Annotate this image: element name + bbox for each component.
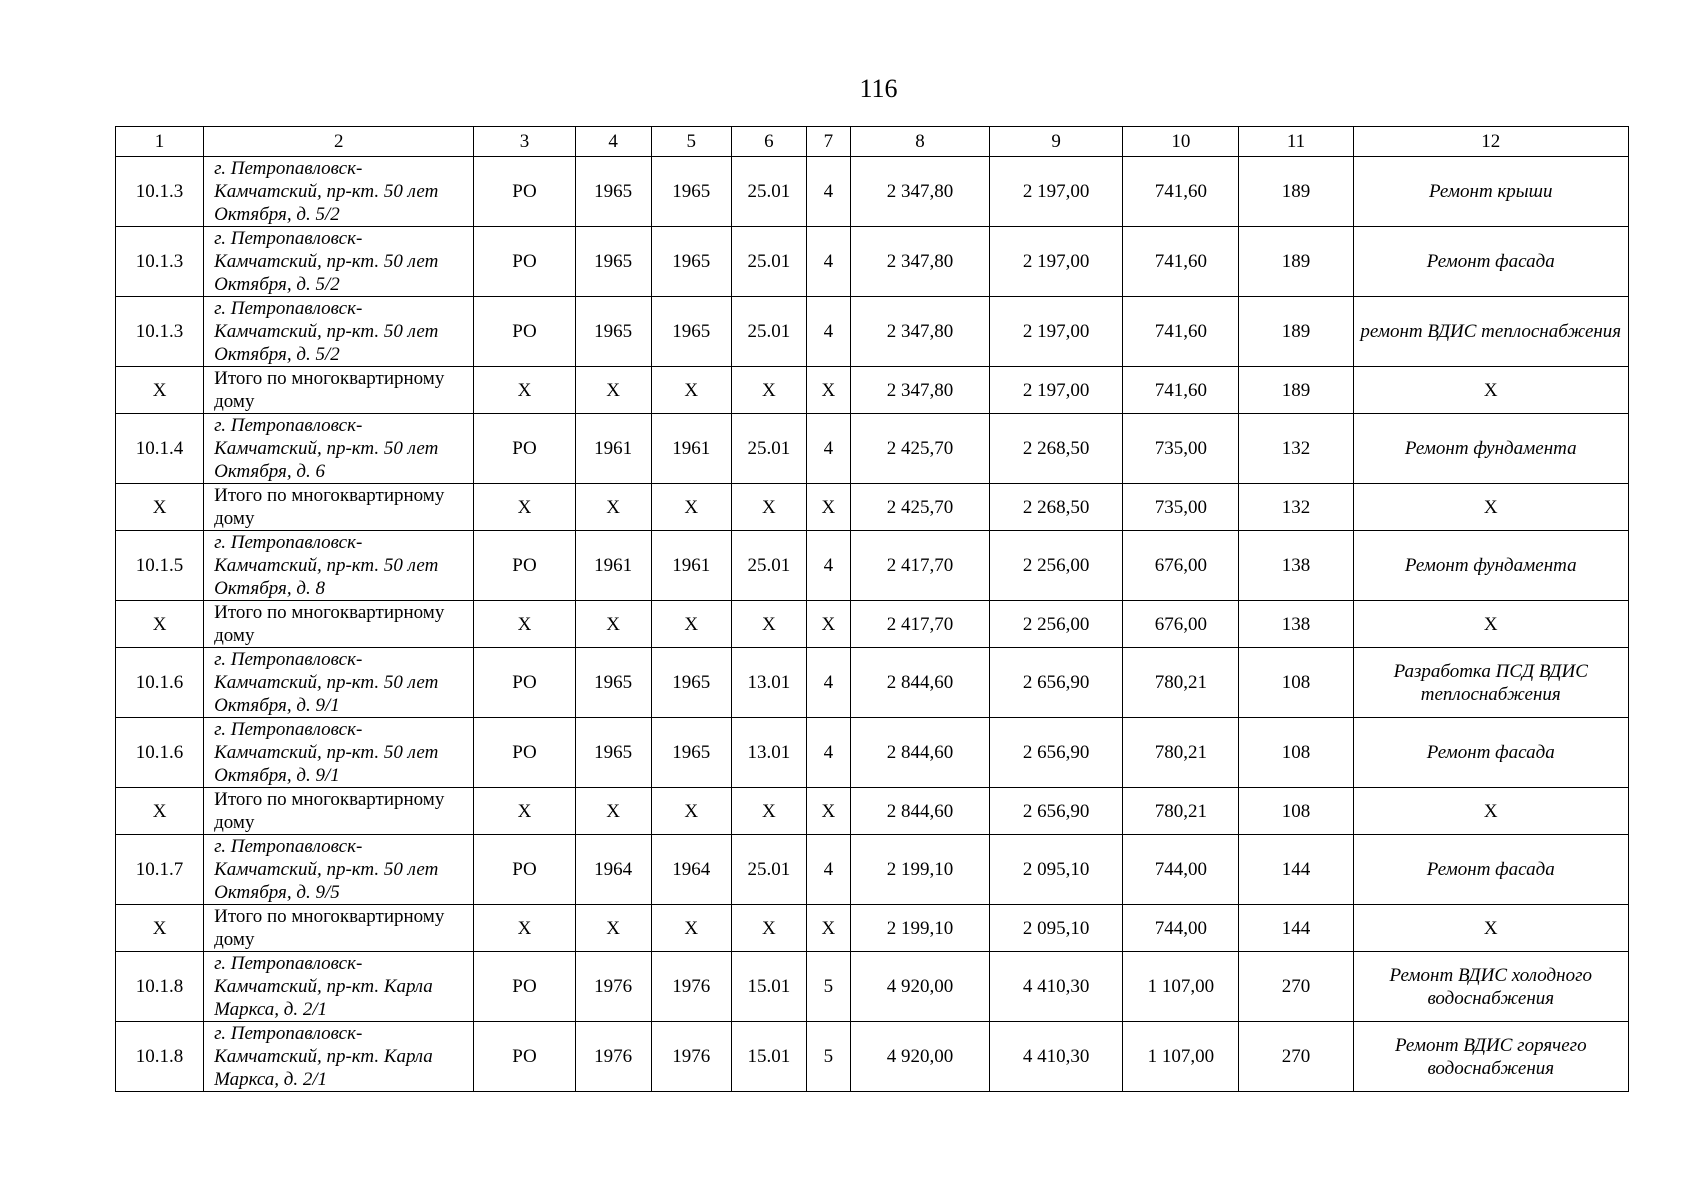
nonliving-area-cell: 1 107,00 [1123,952,1239,1022]
ownership-type-cell: РО [474,1022,575,1092]
year-built-cell: X [575,484,651,531]
nonliving-area-cell: 741,60 [1123,367,1239,414]
nonliving-area-cell: 676,00 [1123,601,1239,648]
floors-cell: 4 [806,835,850,905]
wall-material-code-cell: 13.01 [731,648,806,718]
item-number-cell: 10.1.8 [116,952,204,1022]
table-row [116,227,1629,297]
address-cell: Итого по многоквартирному дому [204,788,474,835]
nonliving-area-cell: 780,21 [1123,788,1239,835]
nonliving-area-cell: 1 107,00 [1123,1022,1239,1092]
total-area-cell: 2 347,80 [850,367,989,414]
address-cell: г. Петропавловск-Камчатский, пр-кт. 50 лет Октября, д. 9/5 [204,835,474,905]
floors-cell: 5 [806,952,850,1022]
total-area-cell: 2 844,60 [850,648,989,718]
floors-cell: 4 [806,531,850,601]
year-commissioned-cell: 1961 [651,414,731,484]
wall-material-code-cell: 25.01 [731,157,806,227]
address-cell: г. Петропавловск-Камчатский, пр-кт. 50 лет Октября, д. 8 [204,531,474,601]
item-number-cell: 10.1.3 [116,227,204,297]
item-number-cell: 10.1.7 [116,835,204,905]
ownership-type-cell: РО [474,157,575,227]
living-area-cell: 2 656,90 [990,648,1123,718]
total-row [116,905,1629,952]
nonliving-area-cell: 741,60 [1123,227,1239,297]
wall-material-code-cell: 15.01 [731,1022,806,1092]
total-area-cell: 2 199,10 [850,835,989,905]
total-row [116,367,1629,414]
total-area-cell: 2 347,80 [850,157,989,227]
ownership-type-cell: РО [474,297,575,367]
floors-cell: X [806,905,850,952]
address-cell: г. Петропавловск-Камчатский, пр-кт. Карла Маркса, д. 2/1 [204,1022,474,1092]
year-commissioned-cell: X [651,367,731,414]
year-built-cell: 1965 [575,157,651,227]
work-type-cell: X [1353,601,1628,648]
floors-cell: 4 [806,297,850,367]
year-built-cell: X [575,905,651,952]
column-header: 7 [806,127,850,157]
residents-count-cell: 189 [1239,157,1353,227]
year-commissioned-cell: 1965 [651,718,731,788]
item-number-cell: X [116,601,204,648]
year-commissioned-cell: X [651,905,731,952]
table-row [116,952,1629,1022]
column-header: 9 [990,127,1123,157]
total-area-cell: 2 199,10 [850,905,989,952]
column-header: 4 [575,127,651,157]
nonliving-area-cell: 735,00 [1123,484,1239,531]
living-area-cell: 2 656,90 [990,788,1123,835]
year-built-cell: 1961 [575,531,651,601]
address-cell: г. Петропавловск-Камчатский, пр-кт. 50 лет Октября, д. 5/2 [204,157,474,227]
ownership-type-cell: РО [474,718,575,788]
column-header: 10 [1123,127,1239,157]
nonliving-area-cell: 780,21 [1123,718,1239,788]
year-built-cell: 1961 [575,414,651,484]
living-area-cell: 2 197,00 [990,157,1123,227]
item-number-cell: 10.1.8 [116,1022,204,1092]
living-area-cell: 2 256,00 [990,601,1123,648]
residents-count-cell: 132 [1239,414,1353,484]
address-cell: Итого по многоквартирному дому [204,484,474,531]
table-row [116,531,1629,601]
column-header: 3 [474,127,575,157]
year-built-cell: 1965 [575,297,651,367]
work-type-cell: Ремонт фасада [1353,227,1628,297]
living-area-cell: 2 256,00 [990,531,1123,601]
work-type-cell: X [1353,788,1628,835]
address-cell: г. Петропавловск-Камчатский, пр-кт. 50 лет Октября, д. 5/2 [204,227,474,297]
floors-cell: X [806,601,850,648]
wall-material-code-cell: 15.01 [731,952,806,1022]
floors-cell: 4 [806,648,850,718]
living-area-cell: 2 095,10 [990,905,1123,952]
year-built-cell: 1965 [575,718,651,788]
work-type-cell: Ремонт фасада [1353,718,1628,788]
work-type-cell: X [1353,484,1628,531]
year-commissioned-cell: 1976 [651,952,731,1022]
living-area-cell: 2 095,10 [990,835,1123,905]
item-number-cell: 10.1.6 [116,718,204,788]
living-area-cell: 4 410,30 [990,1022,1123,1092]
residents-count-cell: 132 [1239,484,1353,531]
living-area-cell: 4 410,30 [990,952,1123,1022]
work-type-cell: X [1353,367,1628,414]
residents-count-cell: 108 [1239,648,1353,718]
floors-cell: 4 [806,157,850,227]
living-area-cell: 2 656,90 [990,718,1123,788]
total-area-cell: 2 425,70 [850,414,989,484]
ownership-type-cell: X [474,788,575,835]
column-header: 8 [850,127,989,157]
column-header: 11 [1239,127,1353,157]
year-commissioned-cell: 1965 [651,648,731,718]
nonliving-area-cell: 741,60 [1123,157,1239,227]
wall-material-code-cell: 25.01 [731,835,806,905]
address-cell: г. Петропавловск-Камчатский, пр-кт. Карла Маркса, д. 2/1 [204,952,474,1022]
floors-cell: 4 [806,227,850,297]
nonliving-area-cell: 741,60 [1123,297,1239,367]
residents-count-cell: 270 [1239,952,1353,1022]
register-table [115,126,1629,1092]
address-cell: г. Петропавловск-Камчатский, пр-кт. 50 лет Октября, д. 9/1 [204,648,474,718]
total-area-cell: 2 347,80 [850,227,989,297]
year-built-cell: 1976 [575,1022,651,1092]
year-built-cell: 1976 [575,952,651,1022]
address-cell: г. Петропавловск-Камчатский, пр-кт. 50 лет Октября, д. 9/1 [204,718,474,788]
ownership-type-cell: РО [474,531,575,601]
year-commissioned-cell: 1961 [651,531,731,601]
total-row [116,788,1629,835]
total-area-cell: 2 844,60 [850,788,989,835]
living-area-cell: 2 268,50 [990,484,1123,531]
year-commissioned-cell: 1965 [651,157,731,227]
work-type-cell: Ремонт ВДИС горячего водоснабжения [1353,1022,1628,1092]
ownership-type-cell: X [474,905,575,952]
total-area-cell: 4 920,00 [850,1022,989,1092]
residents-count-cell: 189 [1239,367,1353,414]
total-area-cell: 2 844,60 [850,718,989,788]
address-cell: г. Петропавловск-Камчатский, пр-кт. 50 лет Октября, д. 6 [204,414,474,484]
table-body [116,127,1629,1092]
year-built-cell: X [575,367,651,414]
floors-cell: X [806,788,850,835]
total-area-cell: 4 920,00 [850,952,989,1022]
year-built-cell: 1964 [575,835,651,905]
year-commissioned-cell: 1976 [651,1022,731,1092]
work-type-cell: Ремонт фундамента [1353,414,1628,484]
residents-count-cell: 189 [1239,227,1353,297]
column-header: 6 [731,127,806,157]
nonliving-area-cell: 744,00 [1123,905,1239,952]
wall-material-code-cell: 25.01 [731,414,806,484]
residents-count-cell: 144 [1239,835,1353,905]
nonliving-area-cell: 780,21 [1123,648,1239,718]
table-row [116,648,1629,718]
work-type-cell: Ремонт крыши [1353,157,1628,227]
ownership-type-cell: РО [474,414,575,484]
total-area-cell: 2 417,70 [850,601,989,648]
ownership-type-cell: X [474,601,575,648]
year-built-cell: X [575,601,651,648]
column-header: 12 [1353,127,1628,157]
residents-count-cell: 144 [1239,905,1353,952]
table-row [116,718,1629,788]
residents-count-cell: 108 [1239,788,1353,835]
floors-cell: X [806,484,850,531]
work-type-cell: Разработка ПСД ВДИС теплоснабжения [1353,648,1628,718]
total-row [116,601,1629,648]
floors-cell: 4 [806,718,850,788]
wall-material-code-cell: X [731,601,806,648]
wall-material-code-cell: 13.01 [731,718,806,788]
item-number-cell: X [116,788,204,835]
nonliving-area-cell: 676,00 [1123,531,1239,601]
year-built-cell: X [575,788,651,835]
item-number-cell: 10.1.3 [116,297,204,367]
residents-count-cell: 189 [1239,297,1353,367]
ownership-type-cell: РО [474,648,575,718]
ownership-type-cell: РО [474,952,575,1022]
item-number-cell: X [116,905,204,952]
table-row [116,835,1629,905]
total-row [116,484,1629,531]
item-number-cell: X [116,484,204,531]
residents-count-cell: 108 [1239,718,1353,788]
residents-count-cell: 138 [1239,531,1353,601]
wall-material-code-cell: 25.01 [731,297,806,367]
year-commissioned-cell: 1965 [651,227,731,297]
item-number-cell: 10.1.6 [116,648,204,718]
work-type-cell: X [1353,905,1628,952]
living-area-cell: 2 197,00 [990,367,1123,414]
wall-material-code-cell: X [731,484,806,531]
column-header: 5 [651,127,731,157]
work-type-cell: ремонт ВДИС теплоснабжения [1353,297,1628,367]
year-commissioned-cell: X [651,788,731,835]
residents-count-cell: 270 [1239,1022,1353,1092]
wall-material-code-cell: X [731,367,806,414]
nonliving-area-cell: 744,00 [1123,835,1239,905]
work-type-cell: Ремонт фундамента [1353,531,1628,601]
living-area-cell: 2 197,00 [990,297,1123,367]
item-number-cell: 10.1.3 [116,157,204,227]
table-row [116,414,1629,484]
wall-material-code-cell: 25.01 [731,227,806,297]
address-cell: г. Петропавловск-Камчатский, пр-кт. 50 лет Октября, д. 5/2 [204,297,474,367]
floors-cell: 4 [806,414,850,484]
year-commissioned-cell: 1964 [651,835,731,905]
table-row [116,297,1629,367]
table-row [116,157,1629,227]
ownership-type-cell: РО [474,227,575,297]
total-area-cell: 2 417,70 [850,531,989,601]
column-number-row [116,127,1629,157]
work-type-cell: Ремонт фасада [1353,835,1628,905]
page-number: 116 [859,74,898,103]
address-cell: Итого по многоквартирному дому [204,905,474,952]
year-built-cell: 1965 [575,648,651,718]
item-number-cell: X [116,367,204,414]
wall-material-code-cell: X [731,905,806,952]
item-number-cell: 10.1.4 [116,414,204,484]
ownership-type-cell: X [474,367,575,414]
year-commissioned-cell: 1965 [651,297,731,367]
ownership-type-cell: X [474,484,575,531]
living-area-cell: 2 268,50 [990,414,1123,484]
wall-material-code-cell: 25.01 [731,531,806,601]
nonliving-area-cell: 735,00 [1123,414,1239,484]
floors-cell: 5 [806,1022,850,1092]
column-header: 1 [116,127,204,157]
ownership-type-cell: РО [474,835,575,905]
residents-count-cell: 138 [1239,601,1353,648]
address-cell: Итого по многоквартирному дому [204,367,474,414]
item-number-cell: 10.1.5 [116,531,204,601]
total-area-cell: 2 425,70 [850,484,989,531]
column-header: 2 [204,127,474,157]
living-area-cell: 2 197,00 [990,227,1123,297]
work-type-cell: Ремонт ВДИС холодного водоснабжения [1353,952,1628,1022]
address-cell: Итого по многоквартирному дому [204,601,474,648]
year-commissioned-cell: X [651,484,731,531]
wall-material-code-cell: X [731,788,806,835]
floors-cell: X [806,367,850,414]
table-row [116,1022,1629,1092]
year-commissioned-cell: X [651,601,731,648]
total-area-cell: 2 347,80 [850,297,989,367]
year-built-cell: 1965 [575,227,651,297]
